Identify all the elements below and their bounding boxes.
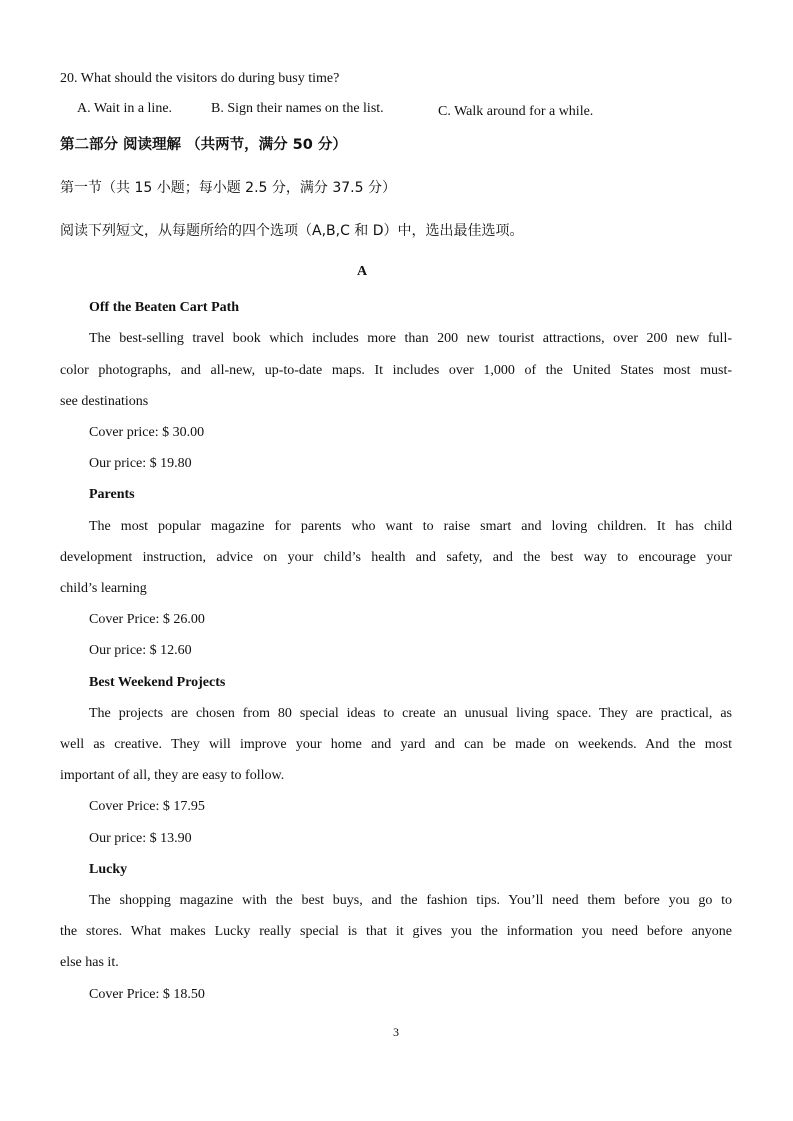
item-text-line: important of all, they are easy to follow.: [60, 768, 285, 783]
item-title: Off the Beaten Cart Path: [89, 300, 240, 315]
cover-price: Cover Price: $ 17.95: [89, 799, 205, 814]
item-title: Best Weekend Projects: [89, 675, 226, 690]
cover-price: Cover Price: $ 26.00: [89, 612, 205, 627]
question-stem: 20. What should the visitors do during busy time?: [60, 71, 340, 86]
item-text-line: see destinations: [60, 394, 149, 409]
our-price: Our price: $ 13.90: [89, 831, 192, 846]
item-text-line: The most popular magazine for parents who want to raise smart and loving children. It has child: [89, 519, 732, 534]
item-text-line: else has it.: [60, 955, 119, 970]
page-number: 3: [393, 1025, 399, 1039]
item-text-line: child’s learning: [60, 581, 147, 596]
part2-title: 第二部分 阅读理解 （共两节，满分 50 分）: [60, 137, 347, 153]
our-price: Our price: $ 12.60: [89, 643, 192, 658]
cover-price: Cover Price: $ 18.50: [89, 987, 205, 1002]
item-text-line: The projects are chosen from 80 special ideas to create an unusual living space. They are practical, as: [89, 706, 732, 721]
reading-instruction: 阅读下列短文，从每题所给的四个选项（A,B,C 和 D）中，选出最佳选项。: [60, 223, 524, 239]
option-c: C. Walk around for a while.: [438, 104, 594, 119]
cover-price: Cover price: $ 30.00: [89, 425, 205, 440]
our-price: Our price: $ 19.80: [89, 456, 192, 471]
section1-heading: 第一节（共 15 小题；每小题 2.5 分，满分 37.5 分）: [60, 180, 396, 196]
option-b: B. Sign their names on the list.: [211, 101, 384, 116]
item-text-line: development instruction, advice on your child’s health and safety, and the best way to encourage your: [60, 550, 732, 565]
item-title: Parents: [89, 487, 135, 502]
option-a: A. Wait in a line.: [77, 101, 173, 116]
item-text-line: the stores. What makes Lucky really special is that it gives you the information you need before anyone: [60, 924, 732, 939]
item-text-line: well as creative. They will improve your home and yard and can be made on weekends. And the most: [60, 737, 732, 752]
item-text-line: color photographs, and all-new, up-to-date maps. It includes over 1,000 of the United States most must-: [60, 363, 732, 378]
item-text-line: The best-selling travel book which includes more than 200 new tourist attractions, over 200 new full-: [89, 331, 732, 346]
item-text-line: The shopping magazine with the best buys, and the fashion tips. You’ll need them before you go to: [89, 893, 732, 908]
item-title: Lucky: [89, 862, 128, 877]
passage-letter: A: [357, 264, 368, 279]
